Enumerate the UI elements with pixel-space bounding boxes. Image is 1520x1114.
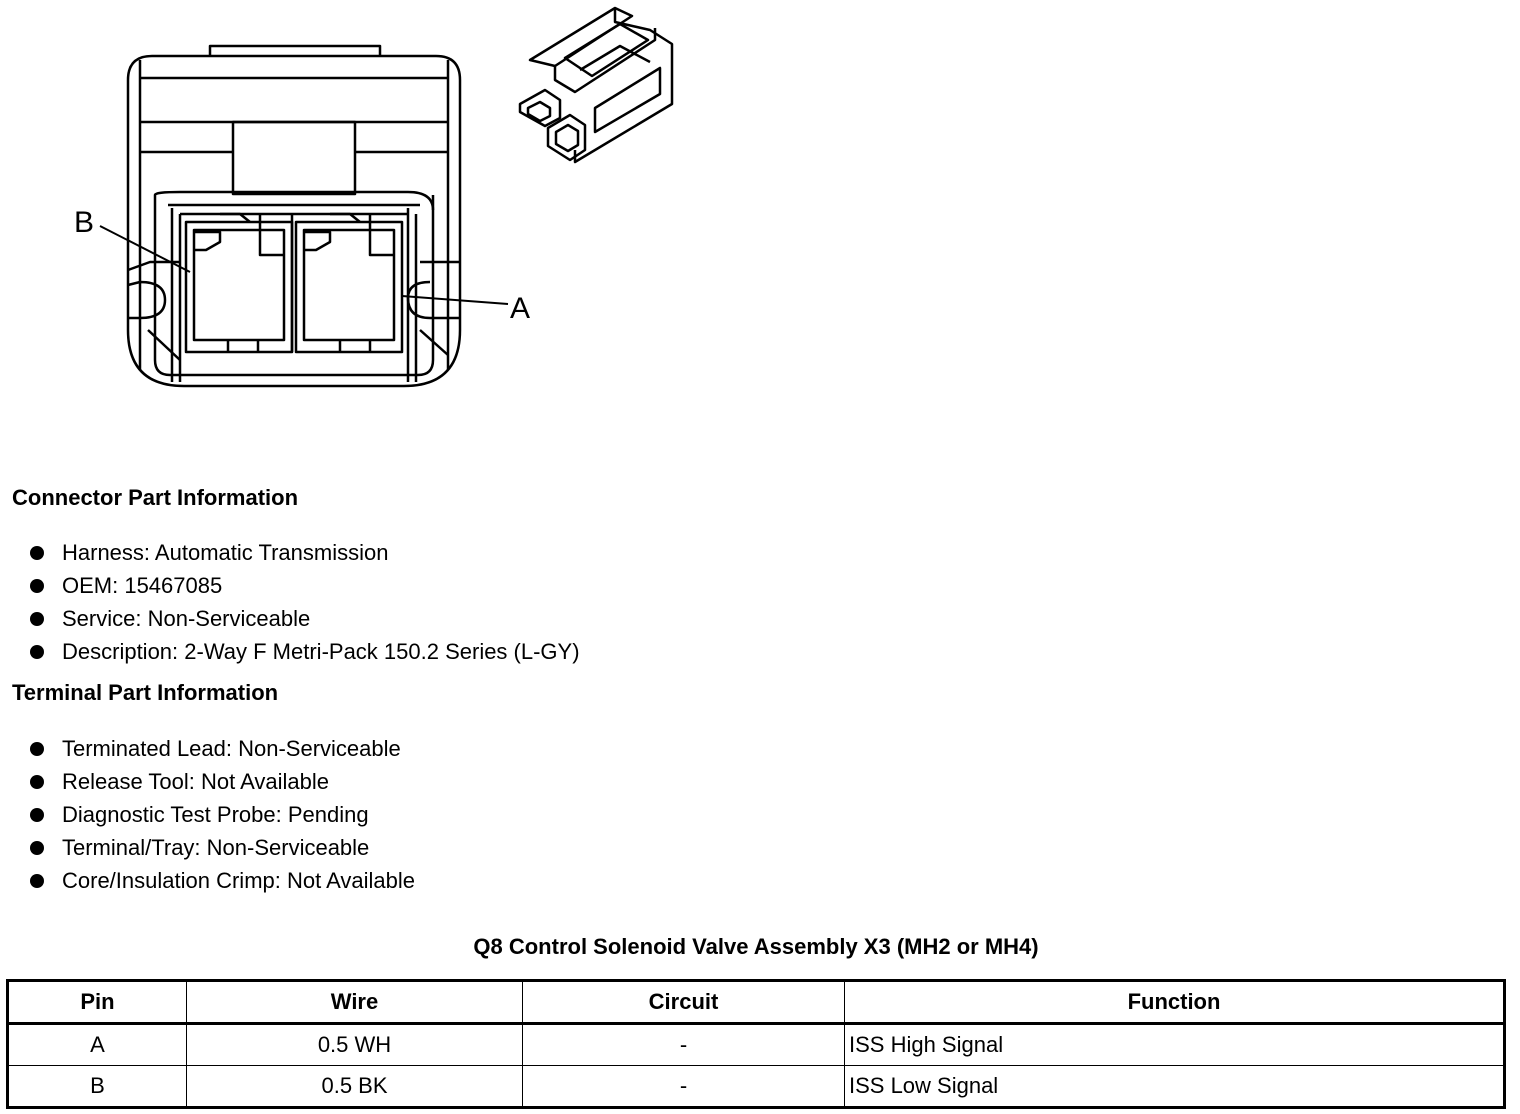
- cell-function: ISS Low Signal: [845, 1066, 1505, 1108]
- list-item: Release Tool: Not Available: [28, 765, 415, 798]
- pin-table-title: Q8 Control Solenoid Valve Assembly X3 (MH2 or MH4): [473, 934, 1039, 959]
- header-wire: Wire: [187, 981, 523, 1024]
- cell-wire: 0.5 BK: [187, 1066, 523, 1108]
- cell-wire: 0.5 WH: [187, 1024, 523, 1066]
- bullet-icon: [30, 742, 44, 756]
- bullet-icon: [30, 808, 44, 822]
- header-function: Function: [845, 981, 1505, 1024]
- connector-info-list: [28, 536, 580, 668]
- bullet-icon: [30, 579, 44, 593]
- bullet-icon: [30, 612, 44, 626]
- pin-a-label: A: [510, 292, 531, 325]
- list-item: Description: 2-Way F Metri-Pack 150.2 Series (L-GY): [28, 635, 580, 668]
- connector-diagram: [0, 0, 700, 420]
- header-circuit: Circuit: [523, 981, 845, 1024]
- cell-circuit: -: [523, 1024, 845, 1066]
- list-item: Terminated Lead: Non-Serviceable: [28, 732, 415, 765]
- list-item: Terminal/Tray: Non-Serviceable: [28, 831, 415, 864]
- list-item: Core/Insulation Crimp: Not Available: [28, 864, 415, 897]
- list-item: Service: Non-Serviceable: [28, 602, 580, 635]
- table-row: [8, 1024, 1505, 1066]
- bullet-icon: [30, 874, 44, 888]
- bullet-icon: [30, 645, 44, 659]
- pin-table: [6, 979, 1506, 1109]
- pin-b-label: B: [74, 206, 95, 239]
- list-item: Diagnostic Test Probe: Pending: [28, 798, 415, 831]
- table-row: [8, 1066, 1505, 1108]
- list-item: Harness: Automatic Transmission: [28, 536, 580, 569]
- table-header-row: [8, 981, 1505, 1024]
- bullet-icon: [30, 546, 44, 560]
- connector-info-title: Connector Part Information: [12, 485, 299, 510]
- list-item: OEM: 15467085: [28, 569, 580, 602]
- terminal-info-list: [28, 732, 415, 897]
- bullet-icon: [30, 841, 44, 855]
- cell-pin: A: [8, 1024, 187, 1066]
- cell-pin: B: [8, 1066, 187, 1108]
- bullet-icon: [30, 775, 44, 789]
- header-pin: Pin: [8, 981, 187, 1024]
- cell-function: ISS High Signal: [845, 1024, 1505, 1066]
- terminal-info-title: Terminal Part Information: [12, 680, 279, 705]
- cell-circuit: -: [523, 1066, 845, 1108]
